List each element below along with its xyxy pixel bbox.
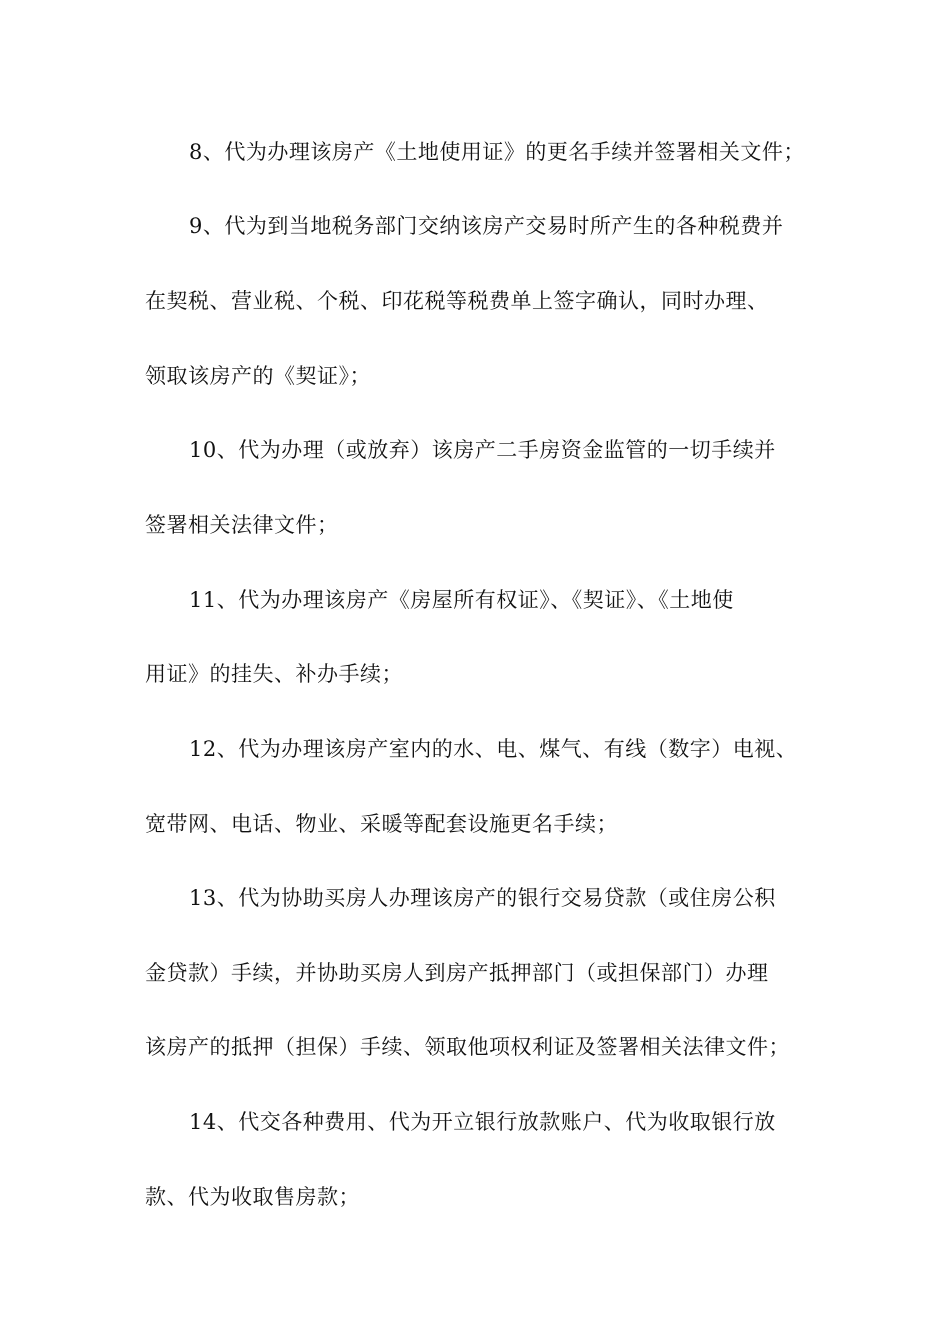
text-line-item-14: 14、代交各种费用、代为开立银行放款账户、代为收取银行放 xyxy=(189,1110,776,1134)
text-line-item-12: 12、代为办理该房产室内的水、电、煤气、有线（数字）电视、 xyxy=(189,737,798,761)
text-line-item-11-cont: 用证》的挂失、补办手续； xyxy=(145,662,403,686)
text-line-item-10-cont: 签署相关法律文件； xyxy=(145,513,339,537)
text-line-item-8: 8、代为办理该房产《土地使用证》的更名手续并签署相关文件； xyxy=(189,140,805,164)
text-line-item-11: 11、代为办理该房产《房屋所有权证》、《契证》、《土地使 xyxy=(189,588,734,612)
text-line-item-13-cont-2: 该房产的抵押（担保）手续、领取他项权利证及签署相关法律文件； xyxy=(145,1035,790,1059)
text-line-item-10: 10、代为办理（或放弃）该房产二手房资金监管的一切手续并 xyxy=(189,438,776,462)
text-line-item-12-cont: 宽带网、电话、物业、采暖等配套设施更名手续； xyxy=(145,812,618,836)
text-line-item-14-cont: 款、代为收取售房款； xyxy=(145,1185,360,1209)
text-line-item-9: 9、代为到当地税务部门交纳该房产交易时所产生的各种税费并 xyxy=(189,214,784,238)
text-line-item-13: 13、代为协助买房人办理该房产的银行交易贷款（或住房公积 xyxy=(189,886,776,910)
text-line-item-9-cont-1: 在契税、营业税、个税、印花税等税费单上签字确认，同时办理、 xyxy=(145,289,769,313)
text-line-item-13-cont-1: 金贷款）手续，并协助买房人到房产抵押部门（或担保部门）办理 xyxy=(145,961,769,985)
text-line-item-9-cont-2: 领取该房产的《契证》； xyxy=(145,364,371,388)
